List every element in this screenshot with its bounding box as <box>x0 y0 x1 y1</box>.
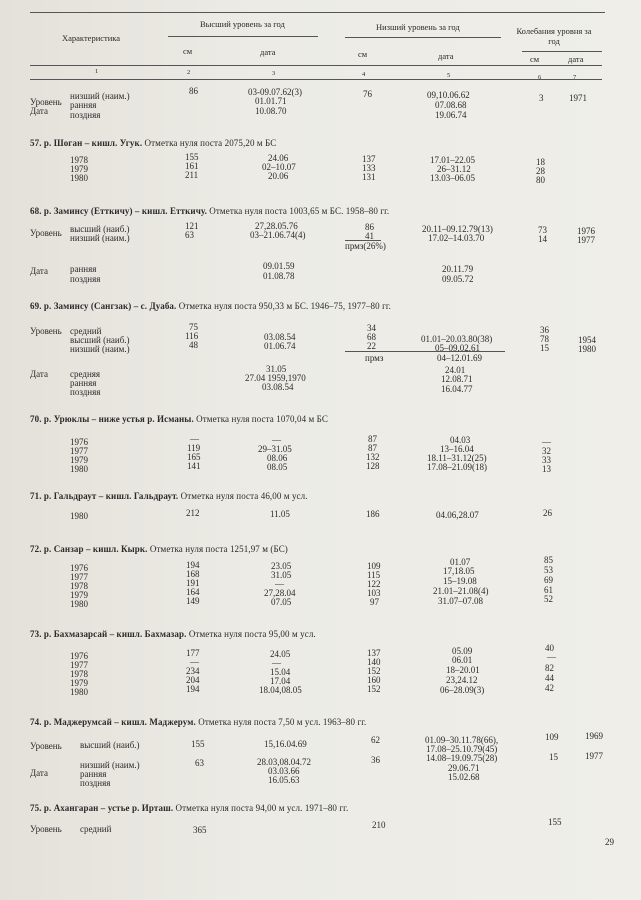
s71-min-cm: 186 <box>366 509 380 519</box>
s70-max-date: 08.06 <box>267 453 288 463</box>
s69-avg-date-min: 24.01 <box>445 365 466 375</box>
s68-late-min: 09.05.72 <box>442 274 474 284</box>
s70-max-cm: — <box>190 434 199 444</box>
s57-min-cm: 131 <box>362 172 376 182</box>
s73-max-date: 24.05 <box>270 649 291 659</box>
s69-high-fluct: 78 <box>540 334 549 344</box>
s72-min-date: 31.07–07.08 <box>438 596 483 606</box>
s73-fluct: 44 <box>545 673 554 683</box>
s69-low-label: низший (наим.) <box>70 344 130 354</box>
s70-year: 1979 <box>70 455 88 465</box>
s72-year: 1977 <box>70 572 88 582</box>
header-bottom-rule <box>30 79 602 80</box>
s74-level-label: Уровень <box>30 741 62 751</box>
s57-fluct: 28 <box>536 166 545 176</box>
s68-low-min-date: 17.02–14.03.70 <box>428 233 485 243</box>
s73-min-cm: 152 <box>367 684 381 694</box>
s74-early-min: 29.06.71 <box>448 763 480 773</box>
section-73-title <box>30 629 316 639</box>
section-74-station: 74. р. Маджерумсай – кишл. Маджерум. <box>30 717 196 727</box>
s75-avg-fluct: 155 <box>548 817 562 827</box>
s73-max-cm: 204 <box>186 675 200 685</box>
s69-high-date: 03.08.54 <box>264 332 296 342</box>
s73-min-date: 06–28.09(3) <box>440 685 485 695</box>
s72-max-cm: 168 <box>186 569 200 579</box>
s57-min-date: 13.03–06.05 <box>430 173 475 183</box>
s70-max-cm: 165 <box>187 452 201 462</box>
s73-min-cm: 140 <box>367 657 381 667</box>
s68-high-fluct: 73 <box>538 225 547 235</box>
s73-min-cm: 152 <box>367 666 381 676</box>
s69-early-min: 12.08.71 <box>441 374 473 384</box>
s70-fluct: 32 <box>542 446 551 456</box>
s70-year: 1976 <box>70 437 88 447</box>
top-v3c: 10.08.70 <box>255 106 287 116</box>
s68-low-min-cm: 41 <box>365 231 374 241</box>
s74-low-min-cm: 36 <box>371 755 380 765</box>
s68-low-fluct: 14 <box>538 234 547 244</box>
s74-high-fluct: 109 <box>545 732 559 742</box>
s73-max-date: 18.04,08.05 <box>259 685 302 695</box>
s70-min-date: 04.03 <box>450 435 471 445</box>
s72-min-cm: 115 <box>367 570 381 580</box>
s75-avg-label: средний <box>80 824 112 834</box>
col-num-1: 1 <box>95 68 99 75</box>
s73-min-date: 18–20.01 <box>446 665 480 675</box>
top-v6: 3 <box>539 93 544 103</box>
s72-min-date: 15–19.08 <box>443 576 477 586</box>
top-early-label: ранняя <box>70 100 97 110</box>
s69-low-date: 01.06.74 <box>264 341 296 351</box>
s70-min-cm: 87 <box>368 443 377 453</box>
s73-max-date: 15.04 <box>270 667 291 677</box>
s68-high-cm: 121 <box>185 221 199 231</box>
s72-max-cm: 149 <box>186 596 200 606</box>
s71-max-date: 11.05 <box>270 509 290 519</box>
s73-min-date: 06.01 <box>452 655 473 665</box>
s69-avg-label: средний <box>70 326 102 336</box>
section-75-title <box>30 803 348 813</box>
s57-max-cm: 211 <box>185 170 199 180</box>
s57-year: 1979 <box>70 164 88 174</box>
s72-min-cm: 109 <box>367 561 381 571</box>
s74-high-label: высший (наиб.) <box>80 740 140 750</box>
s70-fluct: 33 <box>542 455 551 465</box>
s74-high-date: 15,16.04.69 <box>264 739 307 749</box>
s57-min-cm: 133 <box>362 163 376 173</box>
s69-avg-cm: 75 <box>189 322 198 332</box>
header-max-rule <box>168 36 318 37</box>
section-75-station: 75. р. Ахангаран – устье р. Ирташ. <box>30 803 174 813</box>
s73-fluct: 42 <box>545 683 554 693</box>
s57-max-date: 20.06 <box>268 171 289 181</box>
s72-max-cm: 194 <box>186 560 200 570</box>
s72-year: 1980 <box>70 599 88 609</box>
s74-early-max: 03.03.66 <box>268 766 300 776</box>
s74-high-min-cm: 62 <box>371 735 380 745</box>
s75-avg-cm: 365 <box>193 825 207 835</box>
s57-min-cm: 137 <box>362 154 376 164</box>
s68-high-date: 27,28.05.76 <box>255 221 298 231</box>
s73-year: 1979 <box>70 678 88 688</box>
s69-late-label: поздняя <box>70 387 101 397</box>
s70-min-cm: 128 <box>366 461 380 471</box>
s70-min-cm: 87 <box>368 434 377 444</box>
header-mid-rule <box>30 65 602 66</box>
s73-max-date: 17.04 <box>270 676 291 686</box>
section-70-station: 70. р. Урюклы – ниже устья р. Исманы. <box>30 414 194 424</box>
header-cm-fluct: см <box>530 54 540 64</box>
s72-max-date: 23.05 <box>271 561 292 571</box>
s57-max-date: 24.06 <box>268 153 289 163</box>
s69-late-max: 03.08.54 <box>262 382 294 392</box>
header-characteristic: Характеристика <box>62 33 121 43</box>
header-min-level: Низший уровень за год <box>376 22 460 32</box>
header-fluctuation: Колебания уровня за год <box>516 26 592 46</box>
col-num-2: 2 <box>187 69 191 76</box>
s72-min-cm: 103 <box>367 588 381 598</box>
s70-year: 1977 <box>70 446 88 456</box>
s73-min-date: 23,24.12 <box>446 675 478 685</box>
s72-max-date: 07.05 <box>271 597 292 607</box>
s70-max-date: 08.05 <box>267 462 288 472</box>
s75-level-label: Уровень <box>30 824 62 834</box>
s69-low-cm: 48 <box>189 340 198 350</box>
s74-date-label: Дата <box>30 768 48 778</box>
s69-prmz: прмз <box>365 353 384 363</box>
section-57-zero: Отметка нуля поста 2075,20 м БС <box>144 138 277 148</box>
s72-year: 1979 <box>70 590 88 600</box>
s74-late-label: поздняя <box>80 778 111 788</box>
s69-avg-date-max: 31.05 <box>266 364 287 374</box>
s57-max-cm: 161 <box>185 161 199 171</box>
s71-max-cm: 212 <box>186 508 200 518</box>
s73-fluct: 40 <box>545 643 554 653</box>
s72-max-date: 27,28.04 <box>264 588 296 598</box>
header-date-fluct: дата <box>568 54 584 64</box>
section-73-zero: Отметка нуля поста 95,00 м усл. <box>188 629 316 639</box>
top-v5b: 07.08.68 <box>435 100 467 110</box>
s69-level-label: Уровень <box>30 326 62 336</box>
section-70-zero: Отметка нуля поста 1070,04 м БС <box>196 414 328 424</box>
s73-year: 1978 <box>70 669 88 679</box>
s69-high-label: высший (наиб.) <box>70 335 130 345</box>
s69-high-cm: 116 <box>185 331 199 341</box>
s74-low-min-date: 14.08–19.09.75(28) <box>426 753 498 763</box>
s57-max-date: 02–10.07 <box>262 162 296 172</box>
section-69-zero: Отметка нуля поста 950,33 м БС. 1946–75, 1977–80 гг. <box>178 301 392 311</box>
col-num-4: 4 <box>362 71 366 78</box>
s70-max-cm: 119 <box>187 443 201 453</box>
s74-low-fluct: 15 <box>549 752 558 762</box>
s69-prmz-date: 04–12.01.69 <box>437 353 482 363</box>
s70-max-date: 29–31.05 <box>258 444 292 454</box>
s74-low-cm: 63 <box>195 758 204 768</box>
s68-low-year: 1977 <box>577 235 595 245</box>
s68-high-year: 1976 <box>577 226 595 236</box>
top-level-label: Уровень <box>30 97 62 107</box>
page-number: 29 <box>605 837 614 847</box>
s57-min-date: 17.01–22.05 <box>430 155 475 165</box>
s70-year: 1980 <box>70 464 88 474</box>
s73-fluct: 82 <box>545 663 554 673</box>
s72-fluct: 52 <box>544 594 553 604</box>
s72-max-cm: 164 <box>186 587 200 597</box>
s57-year: 1978 <box>70 155 88 165</box>
section-71-station: 71. р. Гальдраут – кишл. Гальдраут. <box>30 491 179 501</box>
s69-davg-label: средняя <box>70 369 101 379</box>
s70-min-date: 17.08–21.09(18) <box>427 462 487 472</box>
section-70-title <box>30 414 328 424</box>
section-71-title <box>30 491 308 501</box>
s73-year: 1976 <box>70 651 88 661</box>
s69-high-year: 1954 <box>578 335 596 345</box>
s68-high-min-date: 20.11–09.12.79(13) <box>422 224 493 234</box>
col-num-3: 3 <box>272 70 276 77</box>
top-low-label: низший (наим.) <box>70 91 130 101</box>
col-num-7: 7 <box>573 74 577 81</box>
s73-max-cm: — <box>190 657 199 667</box>
col-num-6: 6 <box>538 74 542 81</box>
header-cm-min: см <box>358 49 368 59</box>
s74-late-max: 16.05.63 <box>268 775 300 785</box>
s74-high-min-date-a: 01.09–30.11.78(66), <box>425 735 499 745</box>
s72-fluct: 85 <box>544 555 553 565</box>
s73-max-cm: 177 <box>186 648 200 658</box>
s73-min-cm: 137 <box>367 648 381 658</box>
s72-fluct: 69 <box>544 575 553 585</box>
header-date-max: дата <box>260 47 276 57</box>
s70-min-cm: 132 <box>366 452 380 462</box>
s73-year: 1980 <box>70 687 88 697</box>
s57-min-date: 26–31.12 <box>437 164 471 174</box>
s57-fluct: 80 <box>536 175 545 185</box>
header-date-min: дата <box>438 51 454 61</box>
col-num-5: 5 <box>447 72 451 79</box>
s72-year: 1976 <box>70 563 88 573</box>
s73-fluct: — <box>547 652 556 662</box>
s57-fluct: 18 <box>536 157 545 167</box>
s68-early-label: ранняя <box>70 264 97 274</box>
s74-high-cm: 155 <box>191 739 205 749</box>
s69-low-min-cm: 22 <box>367 341 376 351</box>
s72-min-date: 21.01–21.08(4) <box>433 586 489 596</box>
s68-prmz: прмз(26%) <box>345 241 386 251</box>
s74-low-year: 1977 <box>585 751 603 761</box>
section-69-title <box>30 301 391 311</box>
header-top-rule <box>30 12 605 13</box>
s73-year: 1977 <box>70 660 88 670</box>
s68-late-max: 01.08.78 <box>263 271 295 281</box>
section-73-station: 73. р. Бахмазарсай – кишл. Бахмазар. <box>30 629 187 639</box>
s74-high-year: 1969 <box>585 731 603 741</box>
section-68-zero: Отметка нуля поста 1003,65 м БС. 1958–80 гг. <box>209 206 390 216</box>
s70-max-date: — <box>272 435 281 445</box>
s68-low-cm: 63 <box>185 230 194 240</box>
s69-low-year: 1980 <box>578 344 596 354</box>
s69-late-min: 16.04.77 <box>441 384 473 394</box>
s74-low-date: 28.03,08.04.72 <box>257 757 311 767</box>
section-68-station: 68. р. Заминсу (Етткичу) – кишл. Етткичу. <box>30 206 207 216</box>
header-fluct-rule <box>522 51 602 52</box>
s74-late-min: 15.02.68 <box>448 772 480 782</box>
s68-late-label: поздняя <box>70 274 101 284</box>
s68-early-min: 20.11.79 <box>442 264 474 274</box>
top-date-label: Дата <box>30 106 48 116</box>
section-74-title <box>30 717 366 727</box>
s70-min-date: 18.11–31.12(25) <box>427 453 487 463</box>
s72-max-cm: 191 <box>186 578 200 588</box>
s71-min-date: 04.06,28.07 <box>436 510 479 520</box>
s69-prmz-rule <box>345 351 505 352</box>
section-57-title <box>30 138 276 148</box>
s69-low-fluct: 15 <box>540 343 549 353</box>
section-74-zero: Отметка нуля поста 7,50 м усл. 1963–80 гг. <box>198 717 367 727</box>
s70-fluct: 13 <box>542 464 551 474</box>
s72-min-date: 01.07 <box>450 557 471 567</box>
section-72-station: 72. р. Санзар – кишл. Кырк. <box>30 544 148 554</box>
s69-avg-min-cm: 34 <box>367 323 376 333</box>
section-71-zero: Отметка нуля поста 46,00 м усл. <box>180 491 308 501</box>
s69-high-min-cm: 68 <box>367 332 376 342</box>
section-75-zero: Отметка нуля поста 94,00 м усл. 1971–80 гг. <box>175 803 349 813</box>
s69-low-min-date: 05–09.02.61 <box>435 343 480 353</box>
s74-early-label: ранняя <box>80 769 107 779</box>
s72-min-date: 17,18.05 <box>443 566 475 576</box>
s71-year: 1980 <box>70 511 88 521</box>
top-v7: 1971 <box>569 93 587 103</box>
s72-fluct: 53 <box>544 565 553 575</box>
top-v3a: 03-09.07.62(3) <box>248 87 302 97</box>
section-68-title <box>30 206 389 216</box>
top-v5a: 09,10.06.62 <box>427 90 470 100</box>
s69-date-label: Дата <box>30 369 48 379</box>
s69-high-min-date: 01.01–20.03.80(38) <box>421 334 493 344</box>
section-72-title <box>30 544 288 554</box>
s69-avg-fluct: 36 <box>540 325 549 335</box>
top-v5c: 19.06.74 <box>435 110 467 120</box>
s73-max-cm: 234 <box>186 666 200 676</box>
section-69-station: 69. р. Заминсу (Сангзак) – с. Дуаба. <box>30 301 177 311</box>
s57-year: 1980 <box>70 173 88 183</box>
s69-early-label: ранняя <box>70 378 97 388</box>
header-min-rule <box>345 37 501 38</box>
s68-low-label: низший (наим.) <box>70 233 130 243</box>
s73-max-date: — <box>272 658 281 668</box>
s70-min-date: 13–16.04 <box>440 444 474 454</box>
s68-low-date: 03–21.06.74(4) <box>250 230 306 240</box>
s68-date-label: Дата <box>30 266 48 276</box>
s72-fluct: 61 <box>544 585 553 595</box>
s57-max-cm: 155 <box>185 152 199 162</box>
s73-min-cm: 160 <box>367 675 381 685</box>
s73-min-date: 05.09 <box>452 646 473 656</box>
s72-max-date: 31.05 <box>271 570 292 580</box>
s68-early-max: 09.01.59 <box>263 261 295 271</box>
header-max-level: Высший уровень за год <box>200 19 285 29</box>
section-57-station: 57. р. Шоган – кишл. Угук. <box>30 138 143 148</box>
s72-min-cm: 97 <box>370 597 379 607</box>
top-late-label: поздняя <box>70 110 101 120</box>
s73-max-cm: 194 <box>186 684 200 694</box>
s68-level-label: Уровень <box>30 228 62 238</box>
s68-high-min-cm: 86 <box>365 222 374 232</box>
top-v3b: 01.01.71 <box>255 96 287 106</box>
s68-high-label: высший (наиб.) <box>70 224 130 234</box>
s72-max-date: — <box>275 579 284 589</box>
header-cm-max: см <box>183 46 193 56</box>
s74-low-label: низший (наим.) <box>80 760 140 770</box>
s69-early-max: 27.04 1959,1970 <box>245 373 306 383</box>
s70-fluct: — <box>542 437 551 447</box>
section-72-zero: Отметка нуля поста 1251,97 м (БС) <box>149 544 288 554</box>
s72-min-cm: 122 <box>367 579 381 589</box>
top-v2: 86 <box>189 86 198 96</box>
s75-avg-min-cm: 210 <box>372 820 386 830</box>
s74-high-min-date-b: 17.08–25.10.79(45) <box>426 744 498 754</box>
s70-max-cm: 141 <box>187 461 201 471</box>
top-v4: 76 <box>363 89 372 99</box>
s71-fluct: 26 <box>543 508 552 518</box>
s72-year: 1978 <box>70 581 88 591</box>
